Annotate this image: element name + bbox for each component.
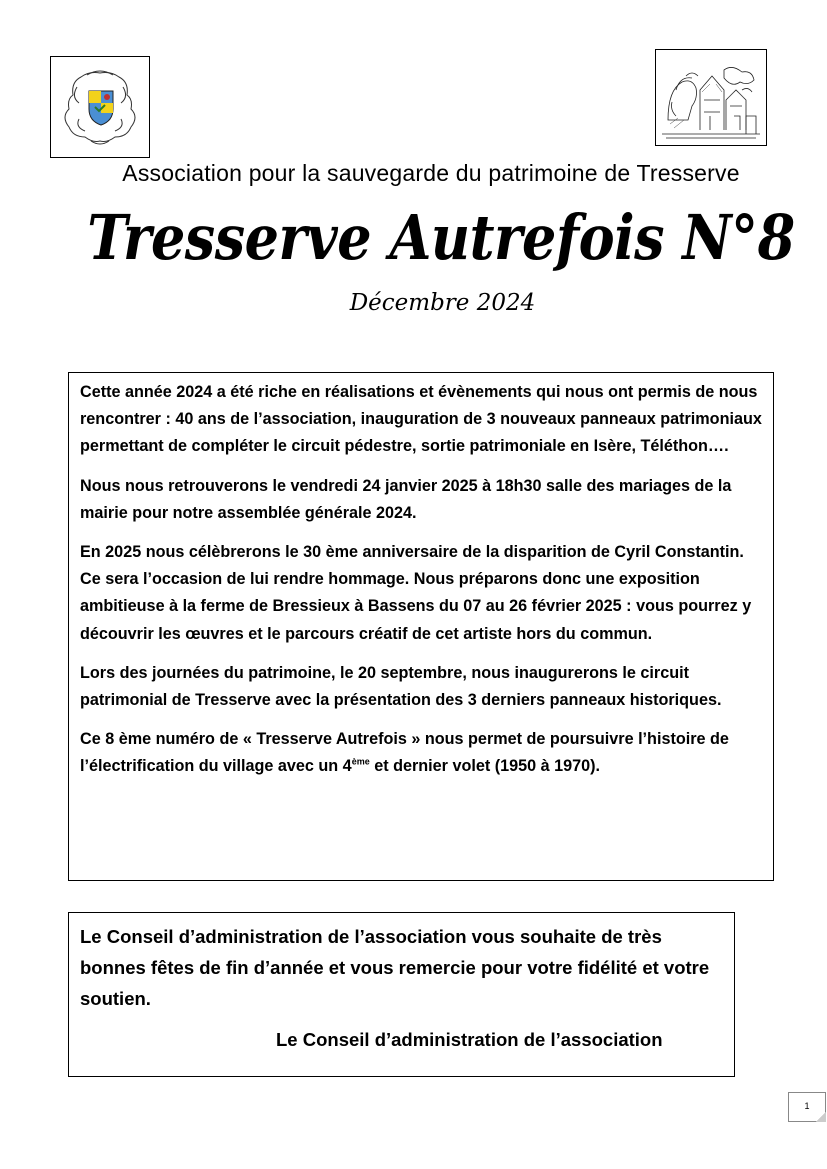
greeting-signature: Le Conseil d’administration de l’association	[276, 1029, 663, 1050]
coat-of-arms-logo	[50, 56, 150, 158]
intro-paragraph: Lors des journées du patrimoine, le 20 septembre, nous inaugurerons le circuit patrimonial de Tresserve avec la présentation des 3 derniers panneaux historiques.	[80, 663, 722, 710]
intro-paragraph	[80, 726, 763, 780]
intro-box	[68, 372, 774, 881]
intro-paragraph: En 2025 nous célèbrerons le 30 ème anniversaire de la disparition de Cyril Constantin. Ce sera l’occasion de lui rendre hommage. Nous préparons donc une exposition ambitieuse à la ferme de Bressieux à Bassens du 07 au 26 février 2025 : vous pourrez y découvrir les œuvres et le parcours créatif de cet artiste hors du commun.	[80, 543, 752, 643]
newsletter-title: Tresserve Autrefois N°8	[87, 200, 795, 274]
greeting-box	[68, 912, 735, 1077]
intro-text: et dernier volet (1950 à 1970).	[369, 757, 601, 776]
village-sketch-icon	[656, 50, 766, 145]
organization-name: Association pour la sauvegarde du patrimoine de Tresserve	[122, 160, 740, 186]
intro-paragraph: Nous nous retrouverons le vendredi 24 janvier 2025 à 18h30 salle des mariages de la mairie pour notre assemblée générale 2024.	[80, 476, 732, 522]
intro-paragraph: Cette année 2024 a été riche en réalisations et évènements qui nous ont permis de nous rencontrer : 40 ans de l’association, inauguration de 3 nouveaux panneaux patrimoniaux permettant de compléter le circuit pédestre, sortie patrimoniale en Isère, Téléthon….	[80, 383, 762, 456]
intro-text: Ce 8 ème numéro de « Tresserve Autrefois » nous permet de poursuivre l’histoire de l’électrification du village avec un 4	[80, 730, 729, 776]
page-number: 1	[788, 1092, 826, 1122]
ordinal-suffix: ème	[351, 757, 370, 768]
village-sketch-logo	[655, 49, 767, 146]
greeting-message: Le Conseil d’administration de l’association vous souhaite de très bonnes fêtes de fin d’année et vous remercie pour votre fidélité et votre soutien.	[80, 926, 710, 1009]
issue-date: Décembre 2024	[349, 290, 536, 316]
coat-of-arms-icon	[51, 57, 149, 157]
